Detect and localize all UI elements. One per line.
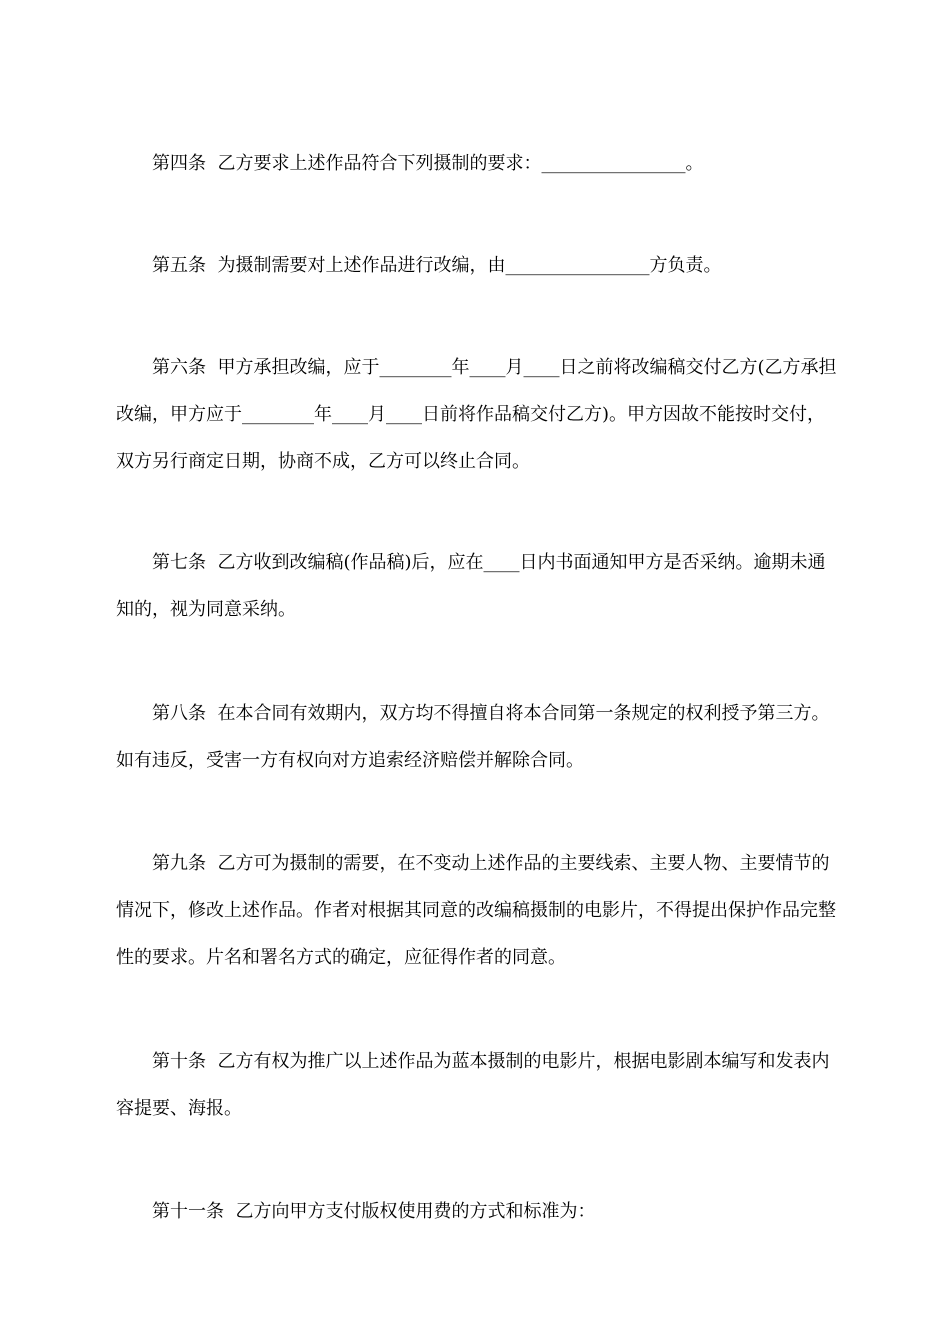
article-9-paragraph: 第九条 乙方可为摄制的需要，在不变动上述作品的主要线索、主要人物、主要情节的情况下，修改上述作品。作者对根据其同意的改编稿摄制的电影片，不得提出保护作品完整性的要求。片名和署名方式的确定，应征得作者的同意。 bbox=[116, 853, 836, 968]
article-7-paragraph: 第七条 乙方收到改编稿(作品稿)后，应在____日内书面通知甲方是否采纳。逾期未通知的，视为同意采纳。 bbox=[116, 552, 826, 620]
article-8-paragraph: 第八条 在本合同有效期内，双方均不得擅自将本合同第一条规定的权利授予第三方。如有违反，受害一方有权向对方追索经济赔偿并解除合同。 bbox=[116, 703, 830, 771]
article-11-paragraph: 第十一条 乙方向甲方支付版权使用费的方式和标准为： bbox=[152, 1201, 596, 1222]
article-4-paragraph: 第四条 乙方要求上述作品符合下列摄制的要求：________________。 bbox=[152, 153, 704, 174]
article-6-paragraph: 第六条 甲方承担改编，应于________年____月____日之前将改编稿交付乙方(乙方承担改编，甲方应于________年____月____日前将作品稿交付乙方)。甲方因故不能按时交付，双方另行商定日期，协商不成，乙方可以终止合同。 bbox=[116, 357, 837, 472]
article-5-paragraph: 第五条 为摄制需要对上述作品进行改编，由________________方负责。 bbox=[152, 255, 722, 276]
article-10-paragraph: 第十条 乙方有权为推广以上述作品为蓝本摄制的电影片，根据电影剧本编写和发表内容提要、海报。 bbox=[116, 1051, 830, 1119]
